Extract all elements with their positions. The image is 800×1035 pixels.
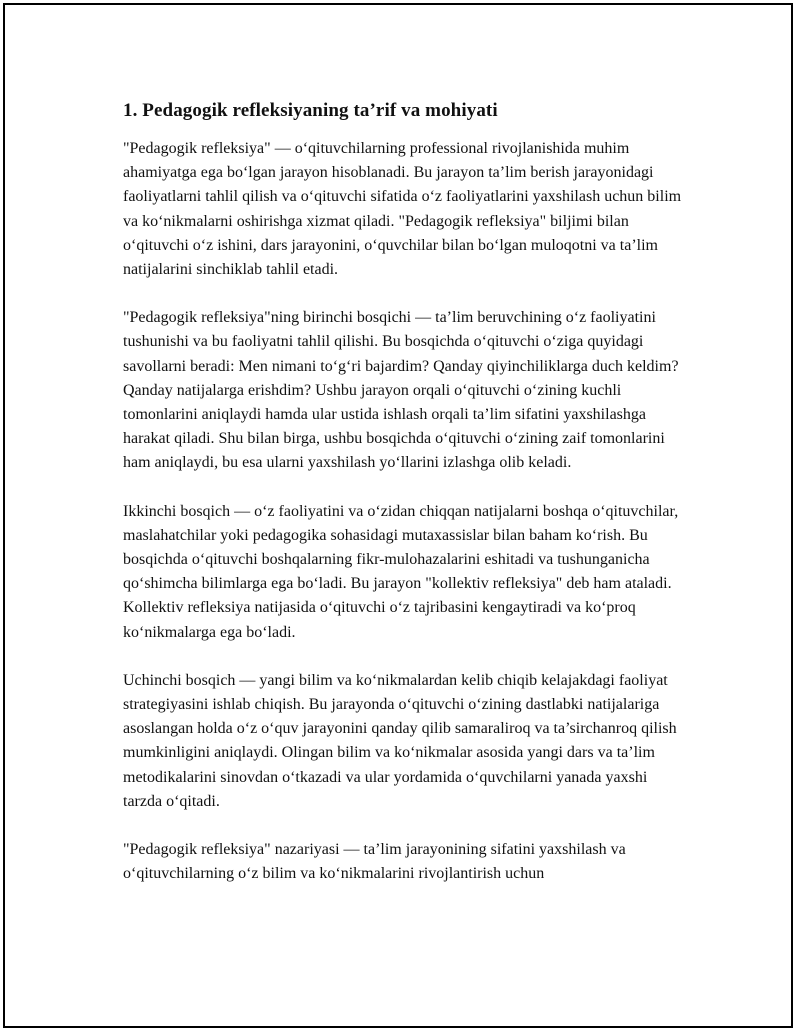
paragraph-3: Ikkinchi bosqich — o‘z faoliyatini va o‘zidan chiqqan natijalarni boshqa o‘qituvchilar, maslahatchilar yoki pedagogika sohasidagi mutaxassislar bilan baham ko‘rish. Bu bosqichda o‘qituvchi boshqalarning fikr-mulohazalarini eshitadi va tushunganicha qo‘shimcha bilimlarga ega bo‘ladi. Bu jarayon "kollektiv refleksiya" deb ham ataladi. Kollektiv refleksiya natijasida o‘qituvchi o‘z tajribasini kengaytiradi va ko‘proq ko‘nikmalarga ega bo‘ladi. [123, 502, 679, 641]
paragraph-1: "Pedagogik refleksiya" — o‘qituvchilarning professional rivojlanishida muhim ahamiyatga ega bo‘lgan jarayon hisoblanadi. Bu jarayon ta’lim berish jarayonidagi faoliyatlarni tahlil qilish va o‘qituvchi sifatida o‘z faoliyatlarini yaxshilash uchun bilim va ko‘nikmalarni oshirishga xizmat qiladi. "Pedagogik refleksiya" biljimi bilan o‘qituvchi o‘z ishini, dars jarayonini, o‘quvchilar bilan bo‘lgan muloqotni va ta’lim natijalarini sinchiklab tahlil etadi. [123, 140, 682, 279]
page-frame [3, 3, 793, 1028]
document-body [123, 97, 688, 910]
paragraph-4: Uchinchi bosqich — yangi bilim va ko‘nikmalardan kelib chiqib kelajakdagi faoliyat strategiyasini ishlab chiqish. Bu jarayonda o‘qituvchi o‘zining dastlabki natijalariga asoslangan holda o‘z o‘quv jarayonini qanday qilib samaraliroq va ta’sirchanroq qilish mumkinligini aniqlaydi. Olingan bilim va ko‘nikmalar asosida yangi dars va ta’lim metodikalarini sinovdan o‘tkazadi va ular yordamida o‘quvchilarni yanada yaxshi tarzda o‘qitadi. [123, 671, 677, 810]
paragraph-5: "Pedagogik refleksiya" nazariyasi — ta’lim jarayonining sifatini yaxshilash va o‘qituvchilarning o‘z bilim va ko‘nikmalarini rivojlantirish uchun [123, 841, 626, 883]
paragraph-2: "Pedagogik refleksiya"ning birinchi bosqichi — ta’lim beruvchining o‘z faoliyatini tushunishi va bu faoliyatni tahlil qilishi. Bu bosqichda o‘qituvchi o‘ziga quyidagi savollarni beradi: Men nimani to‘g‘ri bajardim? Qanday qiyinchiliklarga duch keldim? Qanday natijalarga erishdim? Ushbu jarayon orqali o‘qituvchi o‘zining kuchli tomonlarini aniqlaydi hamda ular ustida ishlash orqali ta’lim sifatini yaxshilashga harakat qiladi. Shu bilan birga, ushbu bosqichda o‘qituvchi o‘zining zaif tomonlarini ham aniqlaydi, bu esa ularni yaxshilash yo‘llarini izlashga olib keladi. [123, 309, 679, 472]
section-heading: 1. Pedagogik refleksiyaning ta’rif va mohiyati [123, 100, 498, 121]
